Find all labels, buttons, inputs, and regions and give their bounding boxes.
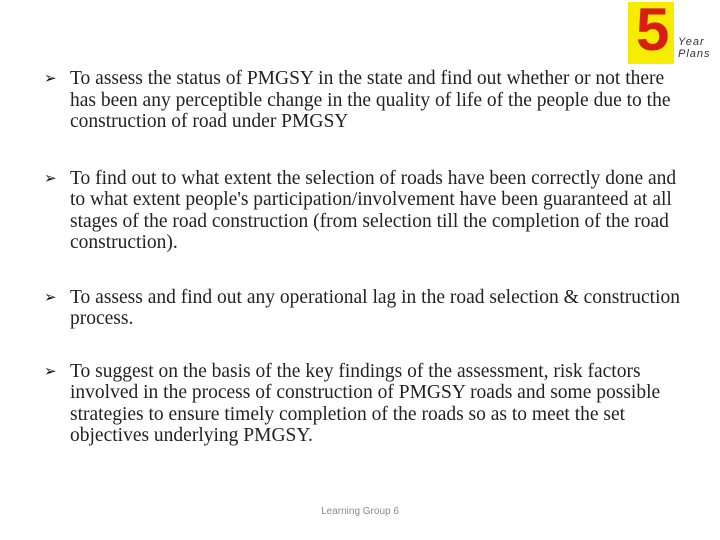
arrow-bullet-icon: ➢ (44, 287, 57, 306)
list-item (44, 68, 684, 133)
arrow-bullet-icon: ➢ (44, 168, 57, 187)
list-item-text: To suggest on the basis of the key findings of the assessment, risk factors involved in the process of construction of PMGSY roads and some possible strategies to ensure timely completion of the roads so as to meet the set objectives underlying PMGSY. (70, 360, 661, 446)
list-item-text: To assess and find out any operational lag in the road selection & construction process. (70, 286, 681, 329)
arrow-bullet-icon: ➢ (44, 69, 57, 87)
logo-caption (678, 36, 711, 60)
arrow-bullet-icon: ➢ (44, 361, 57, 380)
list-item (44, 361, 684, 447)
list-item (44, 168, 684, 254)
five-year-plans-logo (628, 2, 720, 66)
logo-caption-line2: Plans (678, 48, 711, 60)
list-item-text: To assess the status of PMGSY in the state and find out whether or not there has been any perceptible change in the quality of life of the people due to the construction of road under PMGSY (70, 68, 671, 132)
list-item-text: To find out to what extent the selection of roads have been correctly done and to what extent people's participation/involvement have been guaranteed at all stages of the road construction (from selection till the completion of the road construction). (70, 167, 677, 253)
logo-caption-line1: Year (678, 36, 705, 48)
logo-number: 5 (636, 0, 670, 63)
list-item (44, 287, 684, 330)
objectives-list (44, 68, 684, 447)
slide-footer: Learning Group 6 (321, 506, 399, 517)
